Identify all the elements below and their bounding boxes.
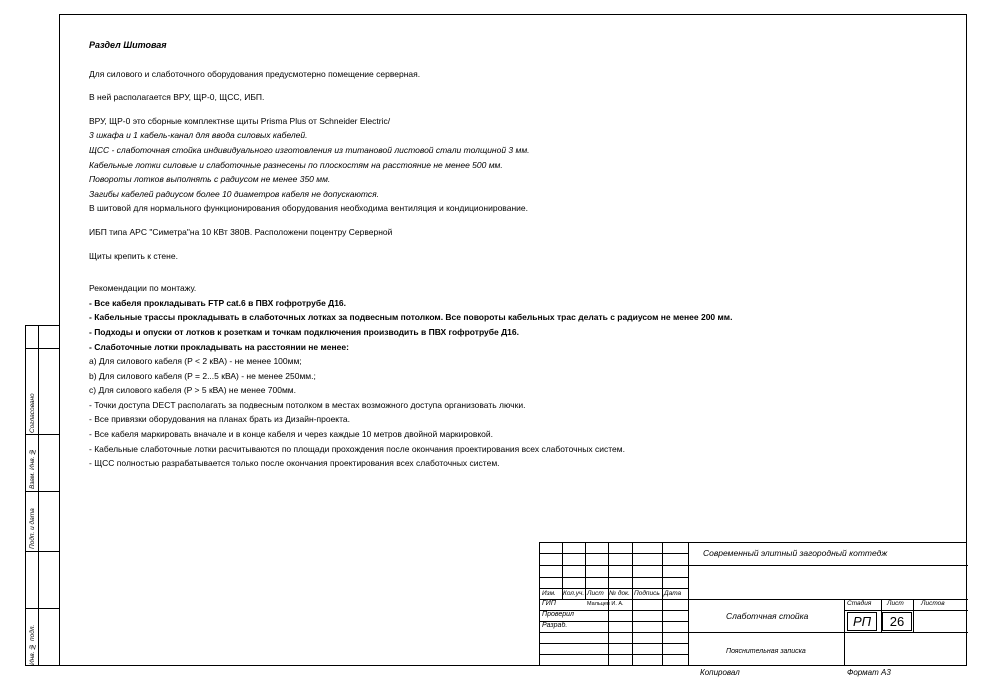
text-line: c) Для силового кабеля (P > 5 кВА) не менее 700мм.: [89, 385, 297, 396]
text-line: - ЩСС полностью разрабатывается только после окончания проектирования всех слаботочных систем.: [89, 458, 500, 469]
header-signature: Подпись: [634, 590, 660, 597]
header-list: Лист: [587, 590, 604, 597]
text-line: - Кабельные трассы прокладывать в слаботочных лотках за подвесным потолком. Все повороты кабельных трас делать с радиусом не менее 200 мм.: [89, 312, 733, 323]
explanatory-text: [89, 38, 889, 471]
sheets-label: Листов: [921, 600, 945, 607]
text-line: - Слаботочные лотки прокладывать на расстоянии не менее:: [89, 341, 349, 352]
text-line: a) Для силового кабеля (P < 2 кВА) - не менее 100мм;: [89, 356, 302, 367]
sheet-title: Слаботчная стойка: [726, 611, 809, 621]
gip-name: Мальцев И. А.: [587, 601, 624, 607]
text-line: b) Для силового кабеля (P = 2...5 кВА) - не менее 250мм.;: [89, 370, 316, 381]
text-line: Щиты крепить к стене.: [89, 250, 178, 261]
side-label-signature-date: Подп. и дата: [29, 508, 36, 549]
text-line: - Кабельные слаботочные лотки расчитываются по площади прохождения после окончания проектирования всех слаботочных систем.: [89, 443, 625, 454]
text-line: Загибы кабелей радиусом более 10 диаметров кабеля не допускаются.: [89, 188, 380, 199]
title-block: [539, 542, 967, 666]
text-line: В ней располагается ВРУ, ЩР-0, ЩСС, ИБП.: [89, 92, 265, 103]
side-stamp: [25, 325, 59, 666]
text-line: Рекомендации по монтажу.: [89, 283, 197, 294]
text-line: - Подходы и опуски от лотков к розеткам и точкам подключения производить в ПВХ гофротрубе Д16.: [89, 326, 519, 337]
sheet-number: 26: [882, 612, 912, 631]
text-line: - Все кабеля маркировать вначале и в конце кабеля и через каждые 10 метров двойной маркировкой.: [89, 429, 494, 440]
header-izm: Изм.: [542, 590, 556, 597]
sheet-label: Лист: [887, 600, 904, 607]
text-line: - Все привязки оборудования на планах брать из Дизайн-проекта.: [89, 414, 351, 425]
header-doc: № док.: [609, 590, 630, 597]
stage-label: Стадия: [847, 600, 872, 607]
stage-value: РП: [847, 612, 877, 631]
text-line: - Все кабеля прокладывать FTP cat.6 в ПВХ гофротрубе Д16.: [89, 297, 347, 308]
format-label: Формат А3: [847, 668, 891, 677]
header-date: Дата: [664, 590, 682, 597]
text-line: Кабельные лотки силовые и слаботочные разнесены по плоскостям на расстояние не менее 500 мм.: [89, 159, 503, 170]
text-line: Для силового и слаботочного оборудования предусмотерно помещение серверная.: [89, 68, 421, 79]
section-title: Раздел Шитовая: [89, 40, 167, 50]
text-line: 3 шкафа и 1 кабель-канал для ввода силовых кабелей.: [89, 130, 308, 141]
role-gip: ГИП: [542, 600, 556, 607]
side-label-agreed: Согласовано: [29, 393, 36, 433]
text-line: Повороты лотков выполнять с радиусом не менее 350 мм.: [89, 174, 331, 185]
text-line: ВРУ, ЩР-0 это сборные комплектнsе щиты Prisma Plus от Schneider Electric/: [89, 115, 391, 126]
copied-label: Копировал: [700, 668, 740, 677]
header-kol: Кол.уч.: [563, 590, 585, 597]
text-line: - Точки доступа DECT располагать за подвесным потолком в местах возможного доступа организовать лючки.: [89, 399, 526, 410]
role-developed: Разраб.: [542, 622, 568, 629]
role-checked: Проверил: [542, 611, 574, 618]
text-line: ЩСС - слаботочная стойка индивидуального изготовления из титановой листовой стали толщиной 3 мм.: [89, 144, 530, 155]
text-line: ИБП типа APC "Симетра"на 10 КВт 380В. Расположени поцентру Серверной: [89, 226, 393, 237]
doc-title: Пояснительная записка: [726, 648, 806, 655]
side-label-replaced: Взам. Инв. №: [29, 447, 36, 489]
project-title: Современный элитный загородный коттедж: [703, 548, 888, 558]
text-line: В шитовой для нормального функционирования оборудования необходима вентиляция и кондиционирование.: [89, 203, 528, 214]
side-label-inventory: Инв. № подл.: [29, 624, 36, 665]
